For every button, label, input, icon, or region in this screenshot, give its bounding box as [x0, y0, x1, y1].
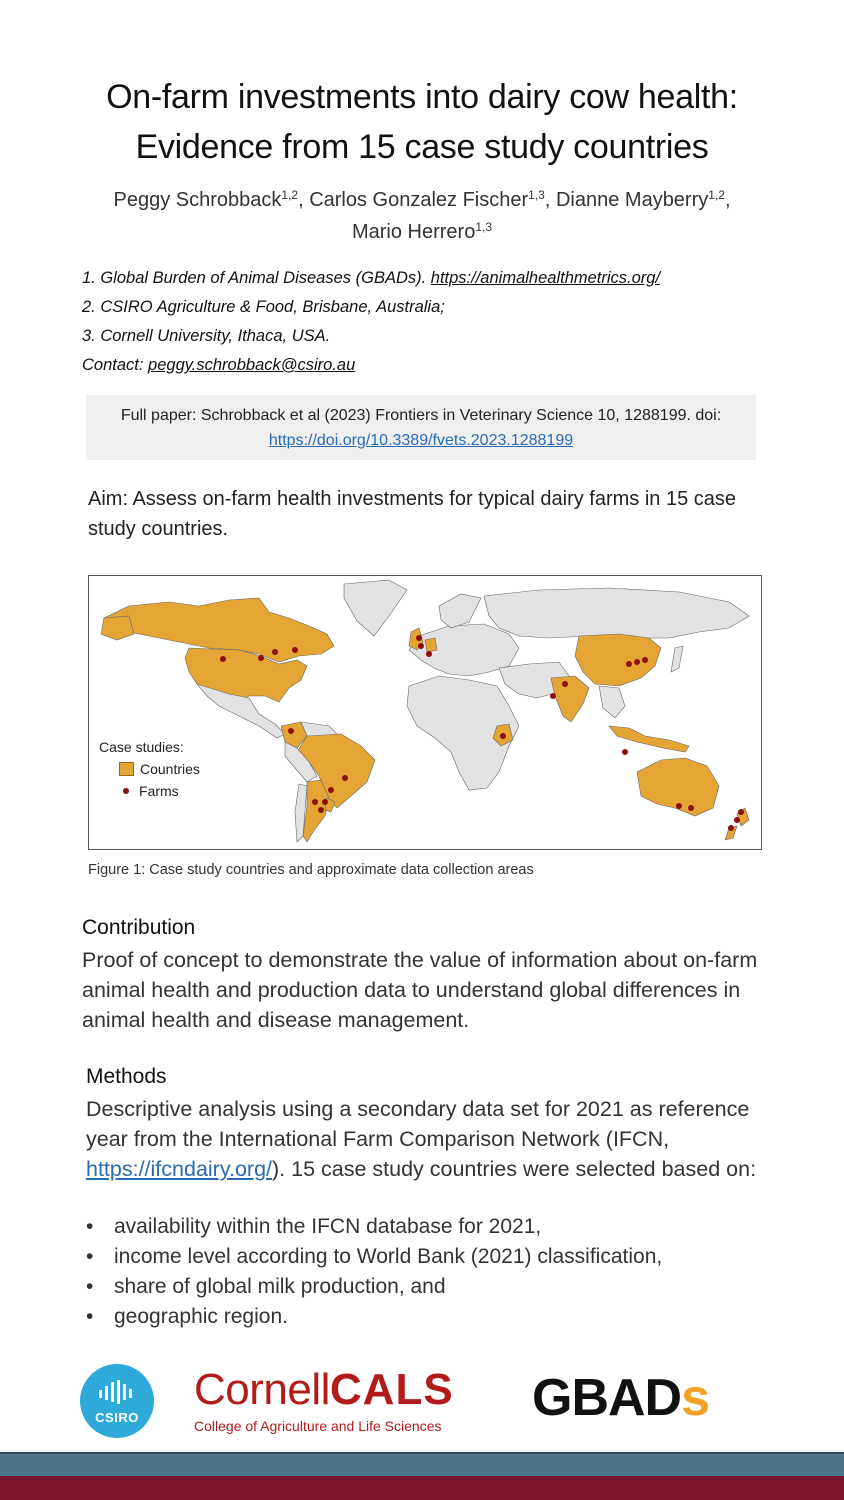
farm-dot-icon: [123, 788, 129, 794]
title-line-1: On-farm investments into dairy cow health:: [106, 78, 738, 116]
gbads-logo: GBADs: [532, 1369, 710, 1427]
partner-logos: [0, 1350, 844, 1445]
author-list: [60, 184, 784, 248]
csiro-bars-icon: [99, 1380, 135, 1404]
author: Peggy Schrobback$^{1,2}$,: [113, 188, 310, 211]
affiliation-1: 1. Global Burden of Animal Diseases (GBADs). https://animalhealthmetrics.org/: [82, 269, 661, 287]
legend-countries: Countries: [99, 758, 200, 780]
contact-email-link[interactable]: peggy.schrobback@csiro.au: [148, 356, 356, 374]
contribution-text: Proof of concept to demonstrate the value of information about on-farm animal health and production data to understand global differences in animal health and disease management.: [82, 948, 758, 1032]
poster-title: [40, 72, 804, 172]
contact-line: Contact: peggy.schrobback@csiro.au: [82, 356, 356, 374]
cornell-cals-logo: CornellCALS College of Agriculture and Life Sciences: [194, 1365, 454, 1434]
contribution-heading: Contribution: [82, 916, 196, 939]
world-map: [89, 576, 761, 849]
country-swatch-icon: [119, 762, 134, 776]
map-legend: [99, 736, 200, 802]
methods-heading: Methods: [86, 1065, 167, 1088]
ifcn-link[interactable]: https://ifcndairy.org/: [86, 1157, 273, 1181]
legend-farms: Farms: [99, 780, 200, 802]
doi-link[interactable]: https://doi.org/10.3389/fvets.2023.1288199: [268, 432, 574, 449]
list-item: • share of global milk production, and: [86, 1272, 786, 1302]
figure-caption: Figure 1: Case study countries and approximate data collection areas: [88, 862, 534, 878]
aim-section: [88, 484, 768, 544]
footer-band-blue: [0, 1452, 844, 1476]
csiro-logo: CSIRO: [80, 1364, 154, 1438]
gbads-website-link[interactable]: https://animalhealthmetrics.org/: [430, 269, 661, 287]
world-map-figure: [88, 575, 762, 850]
aim-label: Aim: [88, 488, 123, 510]
title-line-2: Evidence from 15 case study countries: [135, 128, 709, 166]
selection-criteria-list: [86, 1212, 786, 1332]
affiliation-3: 3. Cornell University, Ithaca, USA.: [82, 327, 331, 345]
full-paper-box: Full paper: Schrobback et al (2023) Frontiers in Veterinary Science 10, 1288199. doi: https://doi.org/10.3389/fvets.2023.1288199: [86, 395, 756, 460]
author: Carlos Gonzalez Fischer$^{1,3}$,: [309, 188, 556, 211]
legend-title: Case studies:: [99, 739, 184, 755]
author: Mario Herrero$^{1,3}$: [351, 220, 493, 243]
affiliations: [82, 264, 802, 380]
author: Dianne Mayberry$^{1,2}$,: [555, 188, 731, 211]
list-item: • income level according to World Bank (2021) classification,: [86, 1242, 786, 1272]
affiliation-2: 2. CSIRO Agriculture & Food, Brisbane, Australia;: [82, 298, 445, 316]
list-item: • availability within the IFCN database for 2021,: [86, 1212, 786, 1242]
aim-text: : Assess on-farm health investments for typical dairy farms in 15 case study countries.: [88, 488, 737, 540]
methods-text: Descriptive analysis using a secondary data set for 2021 as reference year from the International Farm Comparison Network (IFCN, https://ifcndairy.org/). 15 case study countries were selected based on:: [86, 1097, 757, 1181]
footer-band-maroon: [0, 1476, 844, 1500]
list-item: • geographic region.: [86, 1302, 786, 1332]
